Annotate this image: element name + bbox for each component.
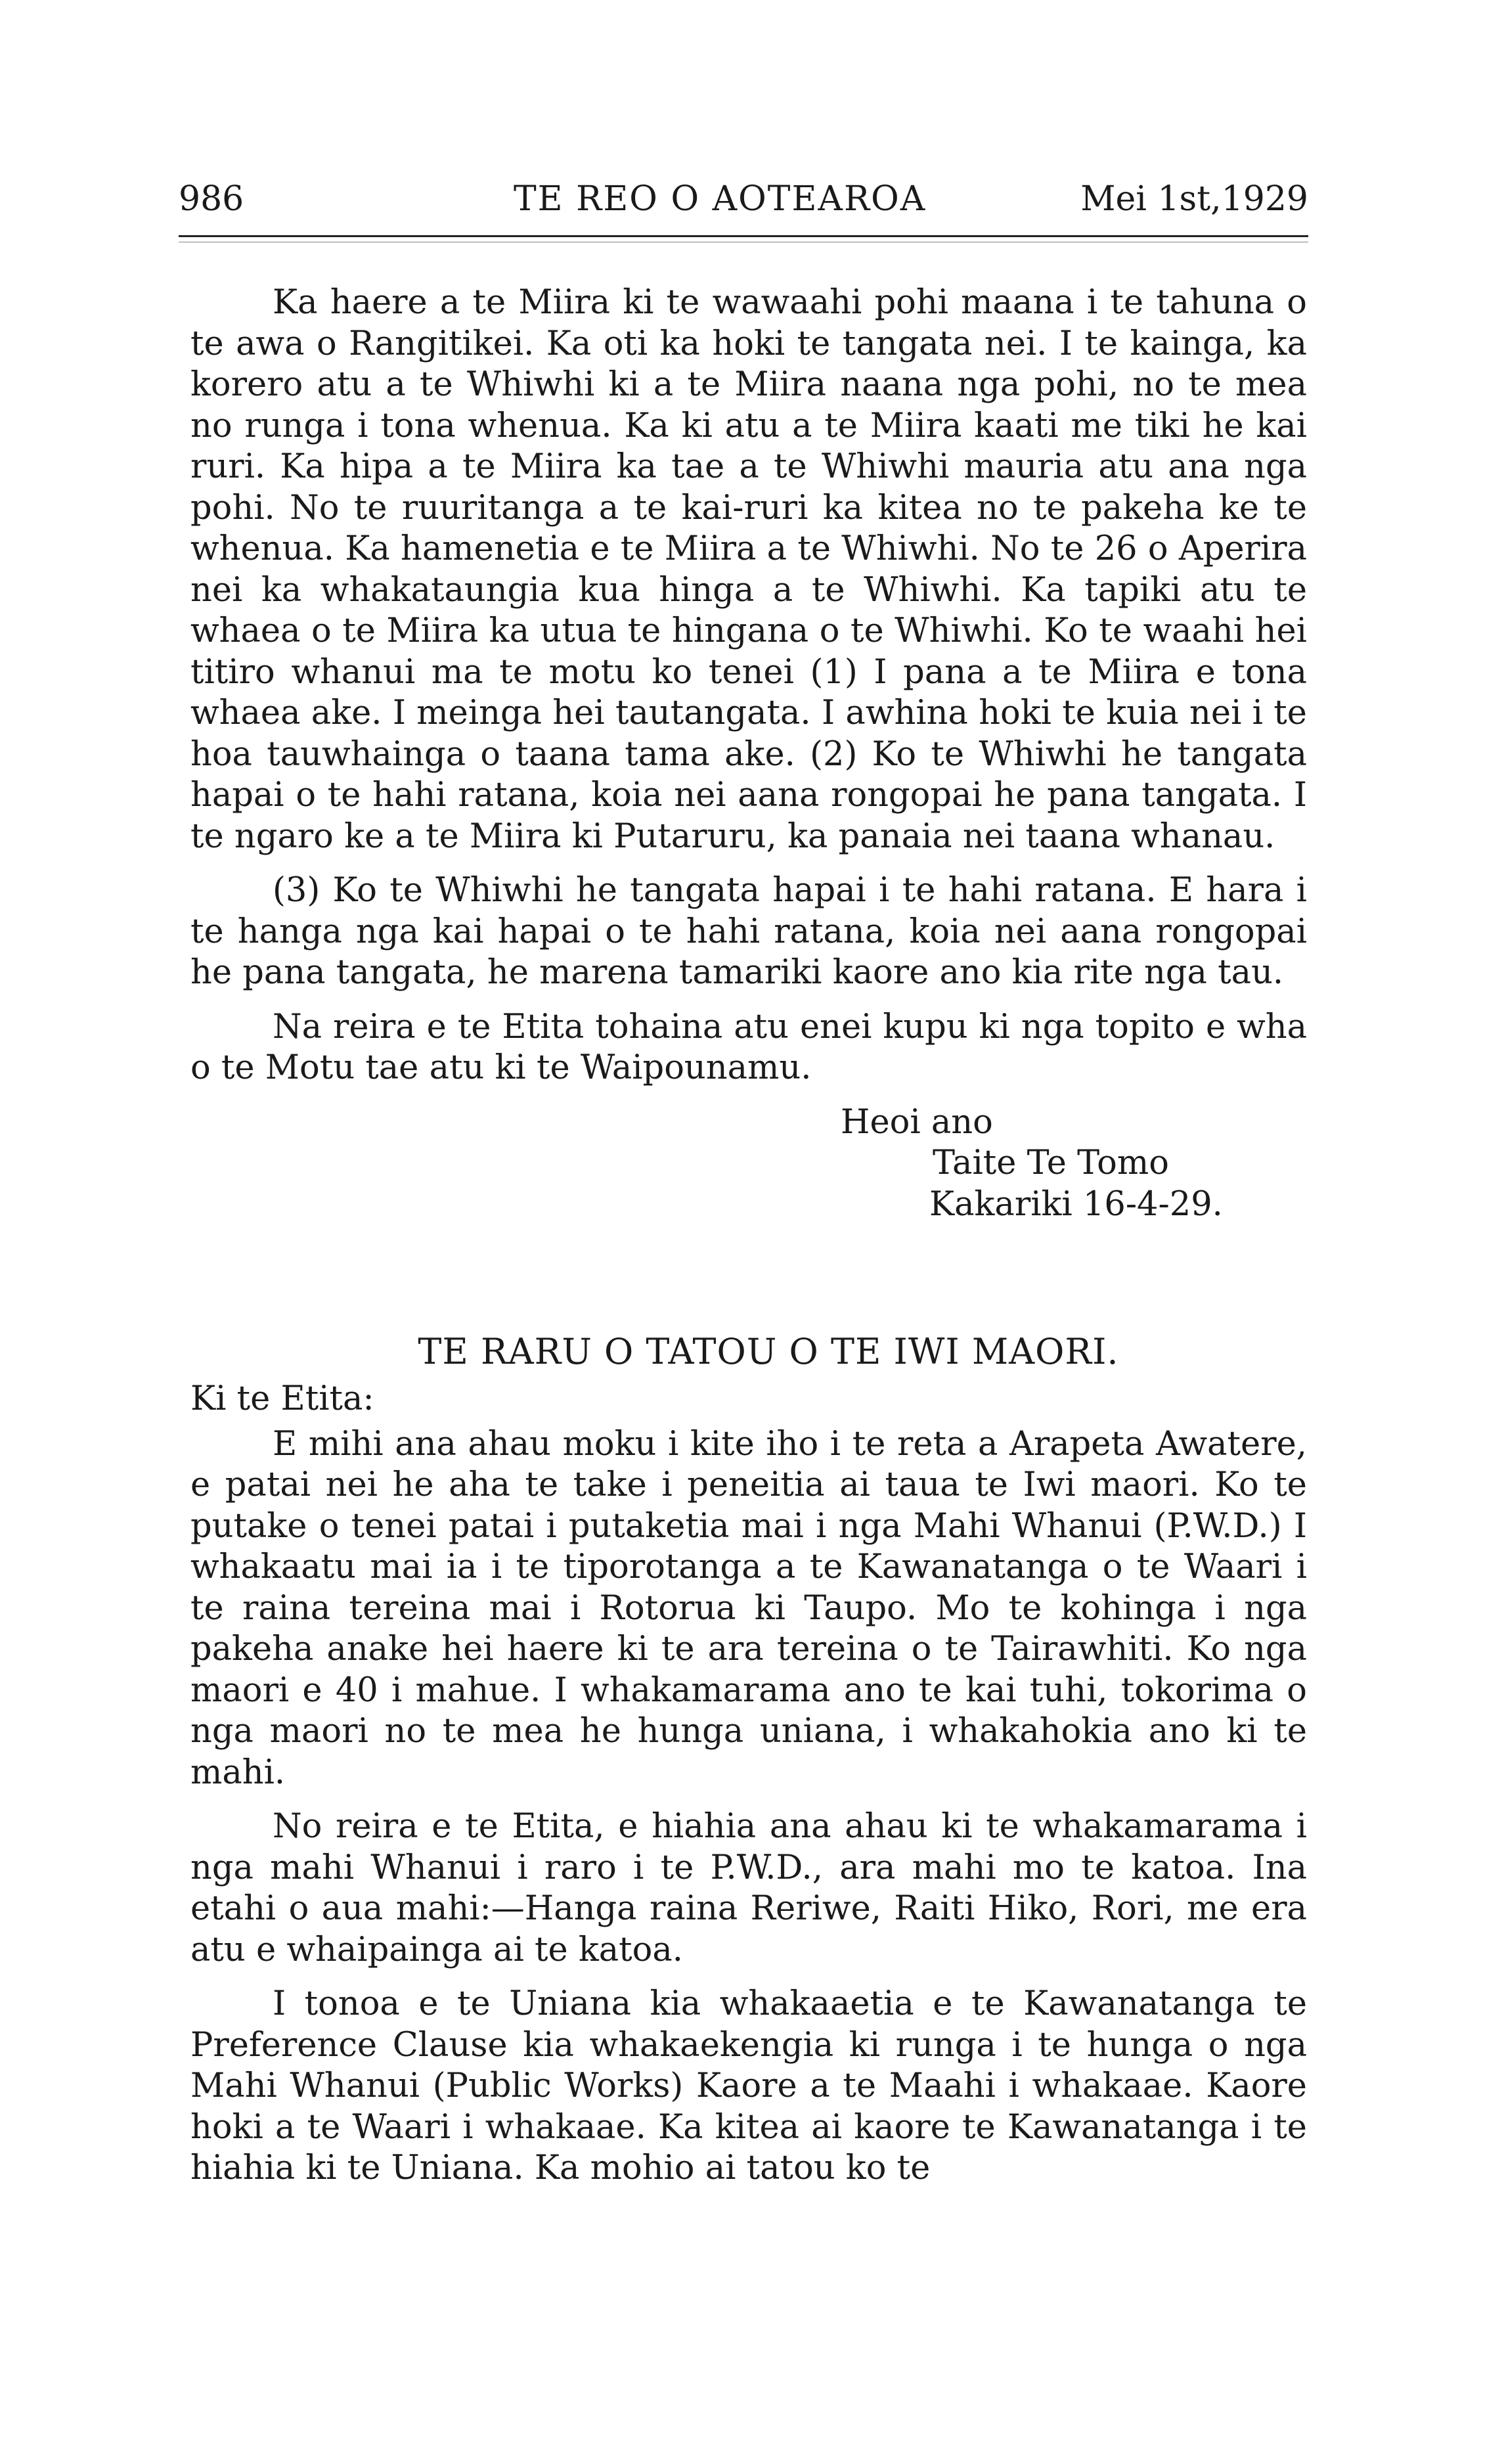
letter1-paragraph-2: (3) Ko te Whiwhi he tangata hapai i te hahi ratana. E hara i te hanga nga kai hapai o te hahi ratana, koia nei aana rongopai he pana tangata, he marena tamariki kaore ano kia rite nga tau. — [190, 871, 1307, 992]
signoff-closing: Heoi ano — [841, 1102, 993, 1142]
publication-title: TE REO O AOTEAROA — [514, 179, 927, 219]
page-header — [179, 176, 1308, 222]
letter2-paragraph-2: No reira e te Etita, e hiahia ana ahau ki te whakamarama i nga mahi Whanui i raro i te P.W.D., ara mahi mo te katoa. Ina etahi o aua mahi:—Hanga raina Reriwe, Raiti Hiko, Rori, me era atu e whaipainga ai te katoa. — [190, 1807, 1307, 1969]
letter2-heading: TE RARU O TATOU O TE IWI MAORI. — [418, 1331, 1119, 1372]
letter2-salutation: Ki te Etita: — [190, 1379, 374, 1418]
signoff-author: Taite Te Tomo — [933, 1144, 1169, 1182]
signoff-place-date: Kakariki 16-4-29. — [929, 1184, 1223, 1224]
header-rule — [179, 235, 1308, 237]
letter2-paragraph-1: E mihi ana ahau moku i kite iho i te reta a Arapeta Awatere, e patai nei he aha te take i peneitia ai taua te Iwi maori. Ko te putake o tenei patai i putaketia mai i nga Mahi Whanui (P.W.D.) I whakaatu mai ia i te tiporotanga a te Kawanatanga o te Waari i te raina tereina mai i Rotorua ki Taupo. Mo te kohinga i nga pakeha anake hei haere ki te ara tereina o te Tairawhiti. Ko nga maori e 40 i mahue. I whakamarama ano te kai tuhi, tokorima o nga maori no te mea he hunga uniana, i whakahokia ano ki te mahi. — [190, 1424, 1307, 1792]
letter2-paragraph-3: I tonoa e te Uniana kia whakaaetia e te Kawanatanga te Preference Clause kia whakaekengia ki runga i te hunga o nga Mahi Whanui (Public Works) Kaore a te Maahi i whakaae. Kaore hoki a te Waari i whakaae. Ka kitea ai kaore te Kawanatanga i te hiahia ki te Uniana. Ka mohio ai tatou ko te — [190, 1984, 1307, 2187]
letter1-signoff — [190, 1102, 1307, 1226]
letter1-paragraph-3: Na reira e te Etita tohaina atu enei kupu ki nga topito e wha o te Motu tae atu ki te Waipounamu. — [190, 1007, 1307, 1087]
article-body — [190, 282, 1307, 2203]
issue-date: Mei 1st,1929 — [1080, 179, 1308, 219]
letter1-paragraph-1: Ka haere a te Miira ki te wawaahi pohi maana i te tahuna o te awa o Rangitikei. Ka oti ka hoki te tangata nei. I te kainga, ka korero atu a te Whiwhi ki a te Miira naana nga pohi, no te mea no runga i tona whenua. Ka ki atu a te Miira kaati me tiki he kai ruri. Ka hipa a te Miira ka tae a te Whiwhi mauria atu ana nga pohi. No te ruuritanga a te kai-ruri ka kitea no te pakeha ke te whenua. Ka hamenetia e te Miira a te Whiwhi. No te 26 o Aperira nei ka whakataungia kua hinga a te Whiwhi. Ka tapiki atu te whaea o te Miira ka utua te hingana o te Whiwhi. Ko te waahi hei titiro whanui ma te motu ko tenei (1) I pana a te Miira e tona whaea ake. I meinga hei tautangata. I awhina hoki te kuia nei i te hoa tauwhainga o taana tama ake. (2) Ko te Whiwhi he tangata hapai o te hahi ratana, koia nei aana rongopai he pana tangata. I te ngaro ke a te Miira ki Putaruru, ka panaia nei taana whanau. — [190, 283, 1307, 856]
page-number: 986 — [179, 179, 244, 219]
